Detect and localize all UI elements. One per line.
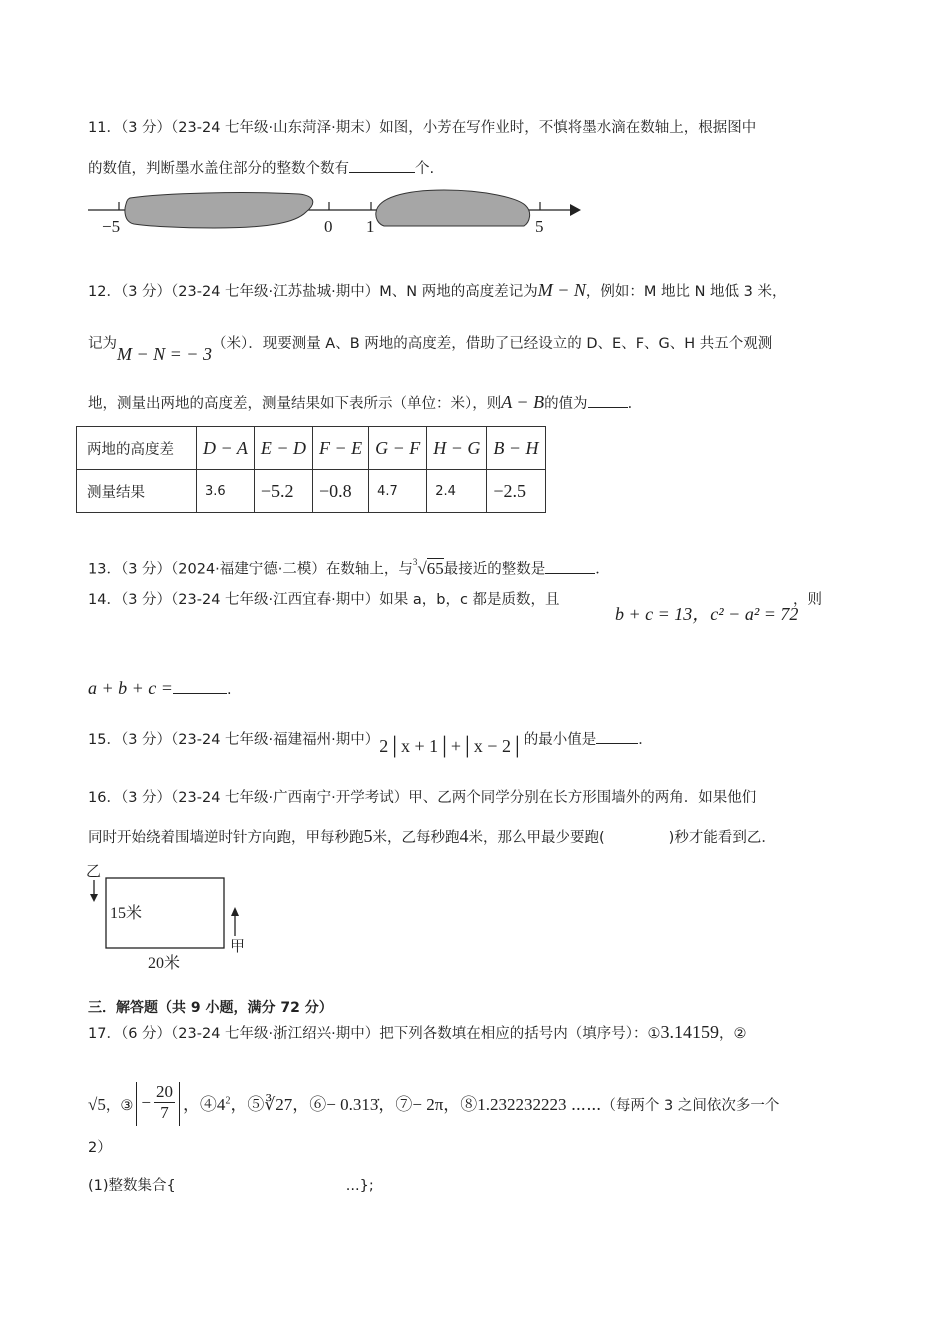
q13-answer-blank[interactable] [545,559,595,574]
table-row [77,427,546,470]
q16-line2 [88,826,776,848]
label-jia: 甲 [230,939,246,955]
q17-item2: √5 [88,1094,106,1114]
q14-sum-expr: a + b + c = [88,678,173,698]
q16-text2: 米，乙每秒跑 [372,830,460,846]
q17-item1: 3.14159 [660,1022,719,1042]
q14-text: 14．（3 分）（23-24 七年级·江西宜春·期中）如果 a，b，c 都是质数，且 [88,592,560,608]
cube-root-65: $^3$√65 [412,557,444,578]
table-value-cell: −5.2 [254,470,312,513]
q11-line1: 11．（3 分）（23-24 七年级·山东菏泽·期末）如图，小芳在写作业时，不慎将墨水滴在数轴上，根据图中 [88,120,757,136]
q11-line2 [88,158,434,179]
ink-blot-right [376,190,530,226]
label-bottom-20m: 20米 [148,955,181,972]
axis-label-5: 5 [535,217,544,236]
height-difference-table [76,426,546,513]
q17-item6: ，⑥− 0.313̇ [292,1094,379,1114]
q17-part1-label: (1)整数集合{ [88,1178,176,1194]
q17-line1 [88,1022,747,1044]
table-row-label: 测量结果 [77,470,197,513]
q15-abs-expr: 2│x + 1│+│x − 2│ [379,736,524,756]
q17-item8: ，⑧1.232232223 ⋯⋯ [443,1094,602,1114]
q17-text: 17．（6 分）（23-24 七年级·浙江绍兴·期中）把下列各数填在相应的括号内（填序号）：① [88,1026,661,1042]
q11-line2-text: 的数值，判断墨水盖住部分的整数个数有 [88,161,349,177]
table-value-cell: 2.4 [427,470,487,513]
label-yi: 乙 [86,864,102,880]
q14-answer-blank[interactable] [173,679,227,694]
q13-text: 13．（3 分）（2024·福建宁德·二模）在数轴上，与 [88,561,413,578]
q12-line2-text: （米）．现要测量 A、B 两地的高度差，借助了已经设立的 D、E、F、G、H 共五个观测 [211,336,773,352]
q12-line3 [88,392,642,414]
table-header-cell: F − E [312,427,368,470]
table-value-cell: −2.5 [487,470,545,513]
q12-expr-mn: M − N [537,280,586,300]
q17-item2-prefix: ，② [719,1026,747,1042]
table-value-cell: −0.8 [312,470,368,513]
q15-text2: 的最小值是 [523,732,597,748]
q14-line2 [88,678,232,700]
rectangle-wall-figure [84,860,264,976]
q14-eq2: c² − a² = 72 [710,604,799,624]
q11-answer-blank[interactable] [349,158,415,173]
q16-speed-yi: 4 [459,826,469,846]
q13-text2: 最接近的整数是 [443,561,546,578]
fraction-denominator: 7 [160,1103,169,1122]
q17-item5: ，⑤∛27 [230,1094,293,1114]
ink-blot-left [125,193,313,228]
label-side-15m: 15米 [110,905,143,922]
q16-speed-jia: 5 [363,826,373,846]
table-row-label: 两地的高度差 [77,427,197,470]
axis-label-1: 1 [366,217,375,236]
q17-part1-end: ...}; [345,1178,374,1194]
table-value-cell: 4.7 [369,470,427,513]
q12-line3-text: 地，测量出两地的高度差，测量结果如下表所示（单位：米），则 [88,396,502,412]
q12-line3-text2: 的值为 [544,396,588,412]
q15-end: ． [638,732,653,748]
q12-line2 [88,332,773,364]
q12-line2-start: 记为 [88,336,117,352]
q14-eq1: b + c = 13 [615,604,693,624]
axis-label-0: 0 [324,217,333,236]
q13-end: ． [595,561,610,578]
axis-label-neg5: −5 [102,217,121,236]
q14-then: ，则 [793,592,822,608]
q12-expr-eq: M − N = − 3 [117,344,212,364]
q17-item7: ，⑦− 2π [378,1094,444,1114]
q17-line3: 2） [88,1140,112,1156]
q17-line2 [88,1084,779,1128]
q17-item3-prefix: ，③ [105,1097,134,1114]
q12-text1: M、N 两地的高度差记为 [379,284,538,300]
q16-text3: 米，那么甲最少要跑( [468,830,605,846]
table-header-cell: G − F [369,427,427,470]
q12-expr-ab: A − B [501,392,545,412]
table-header-cell: H − G [427,427,487,470]
q15-line [88,728,653,756]
q12-text2: ，例如：M 地比 N 地低 3 米， [585,284,787,300]
number-line-figure [84,188,584,236]
q12-answer-blank[interactable] [588,393,628,408]
q16-line1: 16．（3 分）（23-24 七年级·广西南宁·开学考试）甲、乙两个同学分别在长方形围墙外的两角．如果他们 [88,790,757,806]
table-header-cell: B − H [487,427,545,470]
q17-item4: ，④4 [182,1094,226,1114]
q12-line3-end: ． [627,396,643,412]
q13-line [88,554,610,580]
q16-text4: )秒才能看到乙． [668,830,776,846]
q17-item4-exponent: 2 [225,1095,231,1107]
q17-item8-note: （每两个 3 之间依次多一个 [601,1097,780,1114]
root-index: 3 [412,557,418,567]
q15-answer-blank[interactable] [596,729,638,744]
q16-text: 同时开始绕着围墙逆时针方向跑，甲每秒跑 [88,830,364,846]
fraction-numerator: 20 [155,1082,173,1101]
q17-part1 [88,1176,374,1196]
q14-equations: b + c = 13，c² − a² = 72 [615,604,799,624]
q17-item3-abs-fraction: − $\frac{20}{7}$ [136,1082,180,1126]
table-row [77,470,546,513]
q12-prefix: 12．（3 分）（23-24 七年级·江苏盐城·期中） [88,284,380,300]
section-3-heading: 三．解答题（共 9 小题，满分 72 分） [88,1000,333,1016]
q11-line2-end: 个. [415,161,435,177]
q14-end: . [226,682,232,698]
table-value-cell: 3.6 [197,470,255,513]
q12-line1 [88,280,787,302]
table-header-cell: E − D [254,427,312,470]
q15-text: 15．（3 分）（23-24 七年级·福建福州·期中） [88,732,380,748]
radicand: 65 [426,558,444,578]
q14-line1 [88,590,560,610]
table-header-cell: D − A [197,427,255,470]
